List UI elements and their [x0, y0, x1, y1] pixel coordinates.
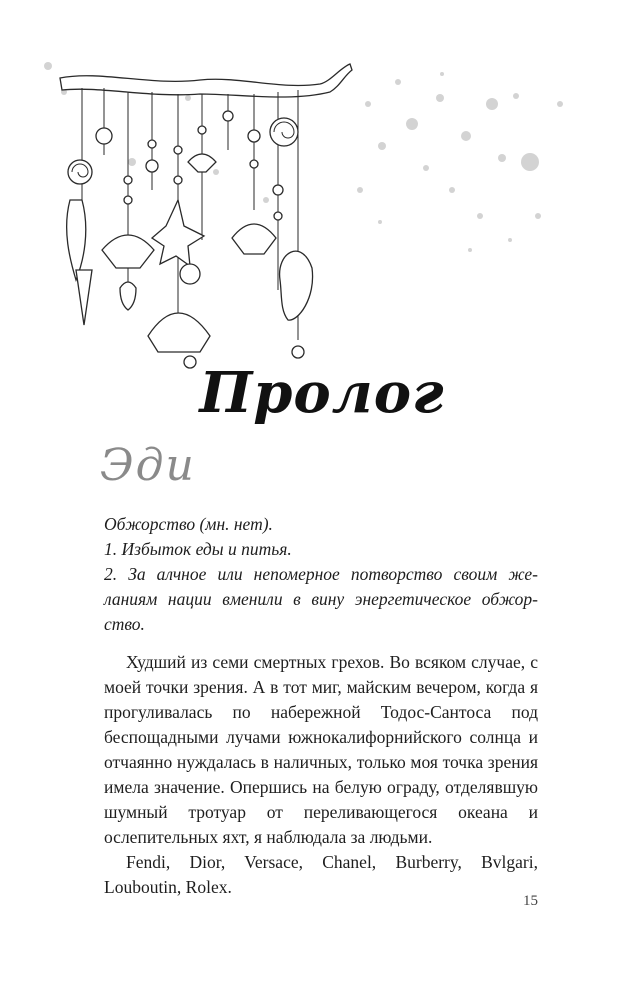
- paragraph: Fendi, Dior, Versace, Chanel, Burberry, Bvlgari, Louboutin, Rolex.: [104, 852, 538, 897]
- body-text: [104, 650, 538, 900]
- paragraph: Худший из семи смертных грехов. Во всяком случае, с моей точки зрения. А в тот миг, майским вечером, когда я прогуливалась по набережной Тодос-Сантоса под беспощадными лучами южнокалифорнийского солнца и отчаянно нуждалась в наличных, только моя точка зрения имела значение. Опершись на белую ограду, отделявшую шумный тротуар от переливающегося океана и ослепительных яхт, я наблюдала за людьми.: [104, 652, 538, 847]
- epigraph-sense-2: 2. За алчное или непомерное потворство своим же-ланиям нации вменили в вину энергетическое обжор-ство.: [104, 564, 538, 634]
- page-number: 15: [523, 893, 538, 909]
- pov-character-name: Эди: [100, 440, 196, 491]
- hanging-seashells-illustration: [40, 40, 580, 385]
- epigraph-headword: Обжорство (мн. нет).: [104, 514, 273, 534]
- epigraph: [104, 512, 538, 637]
- chapter-title: Пролог: [199, 360, 445, 426]
- epigraph-sense-1: 1. Избыток еды и питья.: [104, 539, 292, 559]
